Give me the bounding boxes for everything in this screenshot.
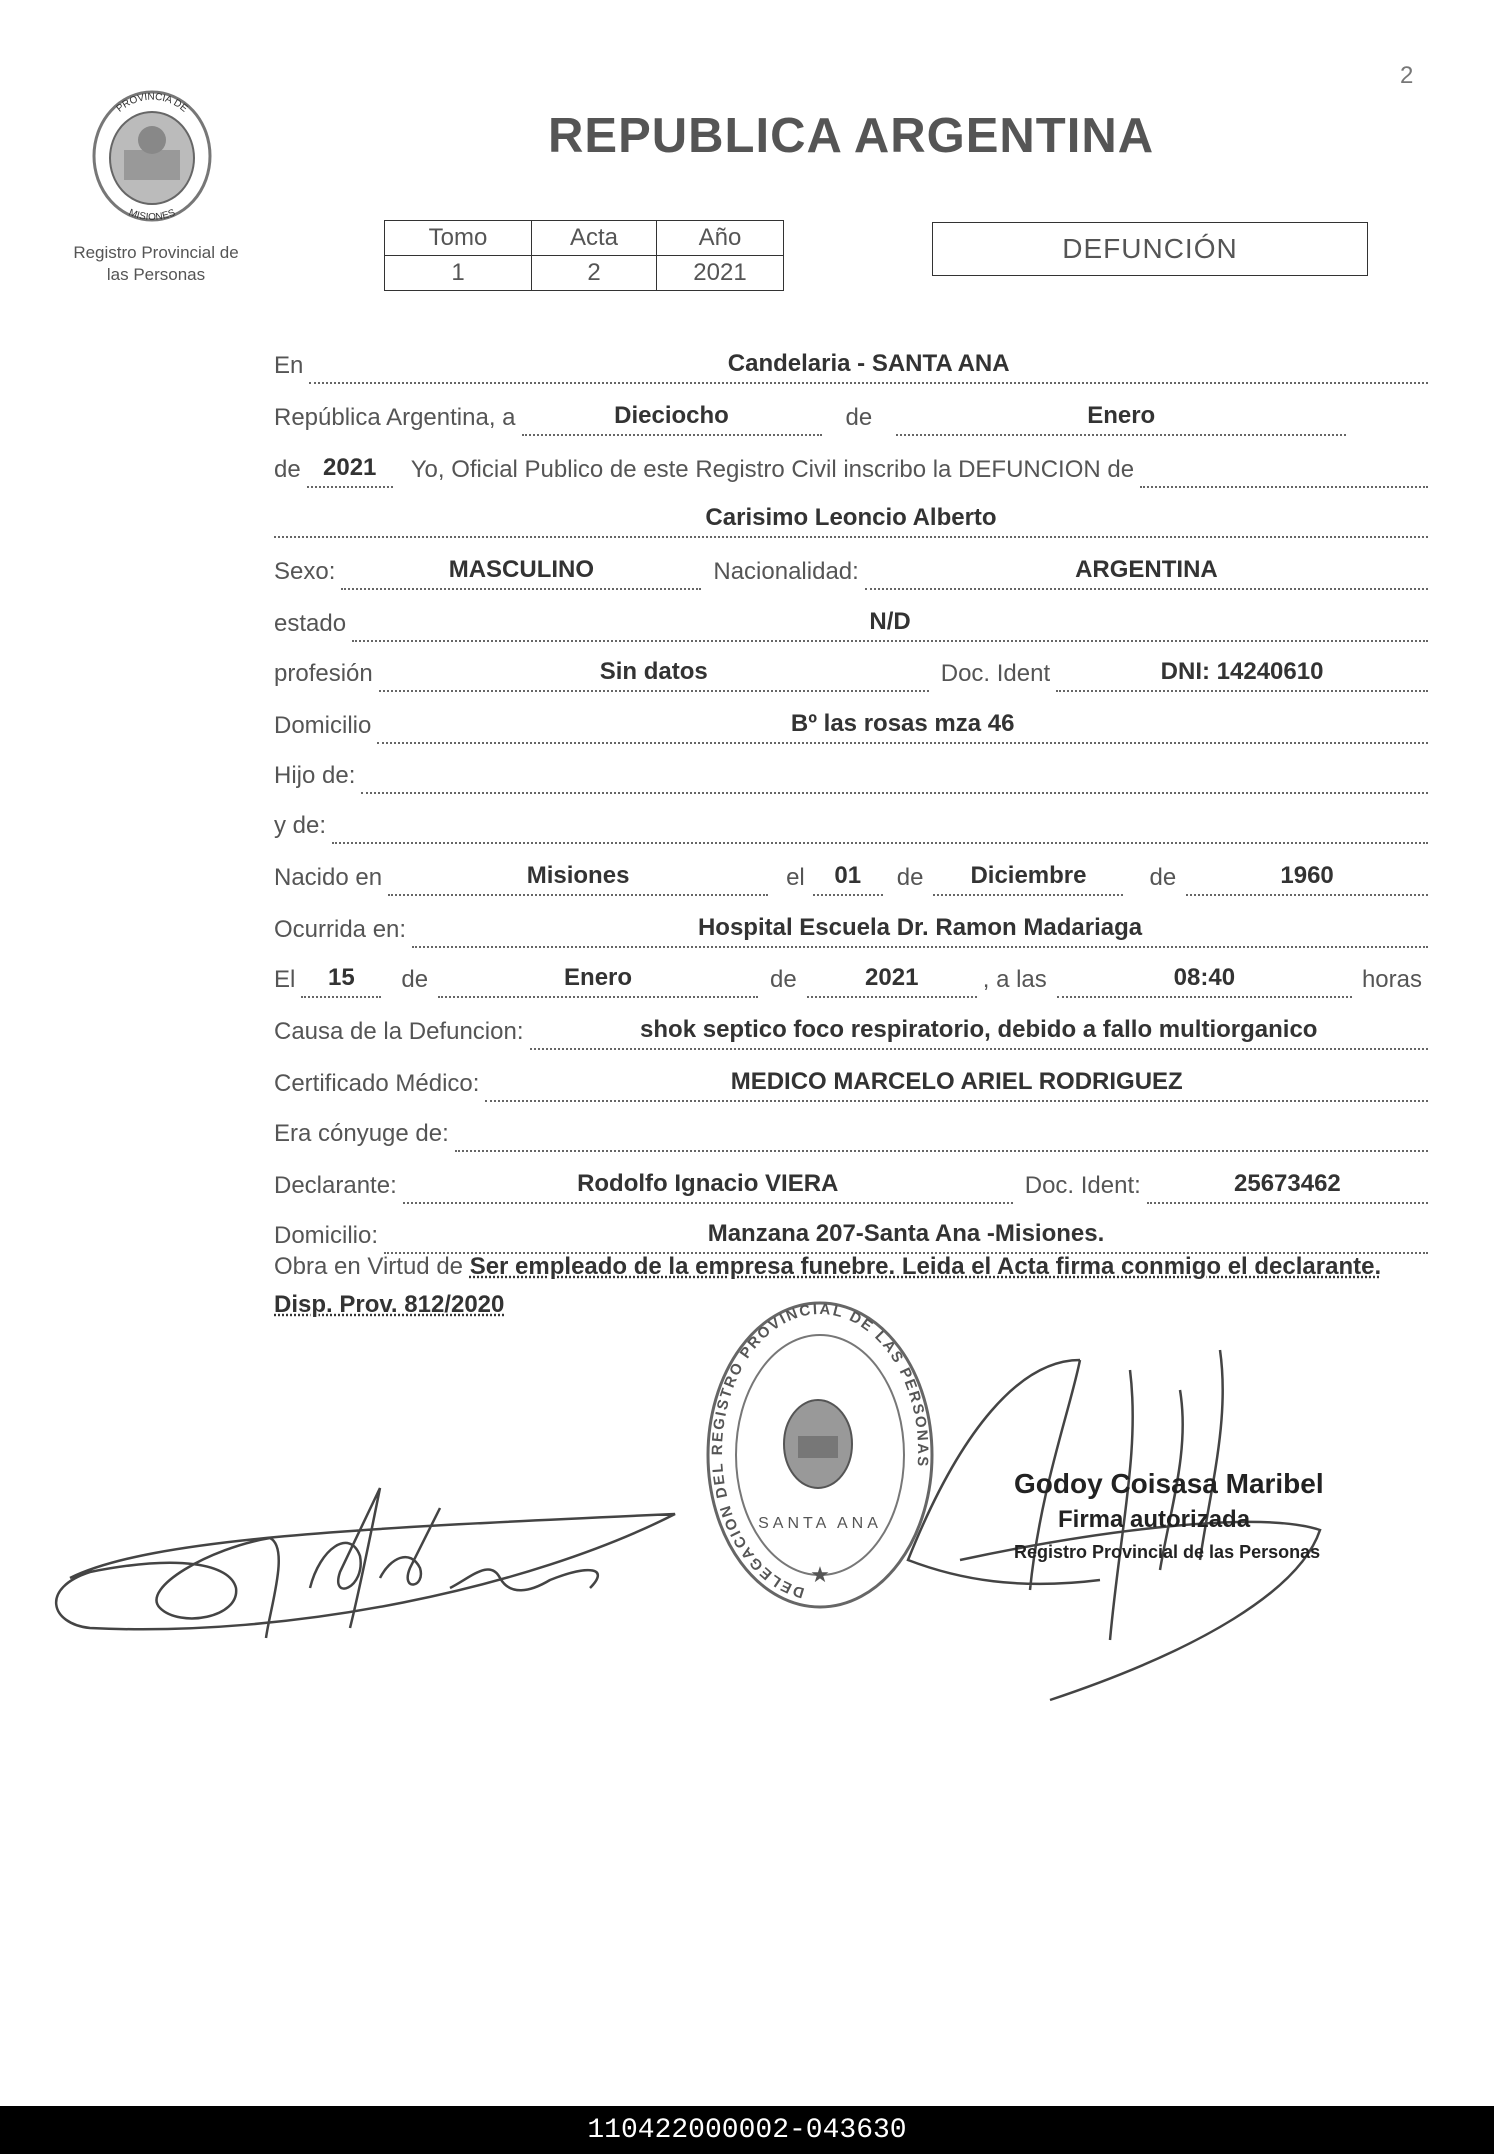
sexo-label: Sexo: [274,558,336,585]
conyuge-value [455,1118,1428,1152]
svg-text:MISIONES [127,207,177,223]
stamp-ring-text: DELEGACION DEL REGISTRO PROVINCIAL DE LAS PERSONAS [708,1300,932,1602]
de5-label: de [401,966,429,993]
day-words-value: Dieciocho [522,402,822,436]
value-acta: 2 [532,256,657,291]
header-anio: Año [657,221,784,256]
signature-block [1014,1468,1374,1563]
row-ocurrida [274,904,1428,948]
doc2-value: 25673462 [1147,1170,1428,1204]
doc-label: Doc. Ident [940,660,1051,687]
row-estado [274,598,1428,642]
horas-label: horas [1361,966,1422,993]
causa-value: shok septico foco respiratorio, debido a fallo multiorganico [530,1016,1429,1050]
domicilio2-value: Manzana 207-Santa Ana -Misiones. [384,1220,1428,1254]
row-death-date [274,954,1428,998]
stamp-inner-text: SANTA ANA [758,1515,882,1532]
profesion-value: Sin datos [379,658,929,692]
document-barcode-number: 110422000002-043630 [0,2106,1494,2154]
row-conyuge [274,1108,1428,1152]
signer-role: Firma autorizada [1058,1506,1251,1533]
yde-label: y de: [274,812,327,839]
signer-office: Registro Provincial de las Personas [1014,1542,1321,1562]
de4-label: de [1149,864,1177,891]
sexo-value: MASCULINO [341,556,701,590]
page-number: 2 [1400,62,1414,89]
table-row [385,256,784,291]
row-profesion [274,648,1428,692]
domicilio-value: Bº las rosas mza 46 [377,710,1428,744]
provincial-coat-of-arms [84,78,220,226]
location-value: Candelaria - SANTA ANA [309,350,1428,384]
ocurrida-label: Ocurrida en: [274,916,407,943]
month-value: Enero [896,402,1346,436]
alas-label: , a las [982,966,1047,993]
row-yde [274,800,1428,844]
domicilio-label: Domicilio [274,712,372,739]
declarante-label: Declarante: [274,1172,397,1199]
el-label: el [786,864,805,891]
row-declarante [274,1160,1428,1204]
table-header-row [385,221,784,256]
republica-label: República Argentina, a [274,404,516,431]
profesion-label: profesión [274,660,373,687]
estado-value: N/D [352,608,1428,642]
nacionalidad-label: Nacionalidad: [713,558,859,585]
hijo-label: Hijo de: [274,762,356,789]
row-location [274,340,1428,384]
birth-month-value: Diciembre [933,862,1123,896]
row-date [274,392,1428,436]
oficial-blank [1140,454,1428,488]
row-hijo [274,750,1428,794]
de-label: de [845,404,873,431]
row-causa [274,1006,1428,1050]
page-title: REPUBLICA ARGENTINA [548,109,1155,163]
birth-day-value: 01 [813,862,883,896]
deceased-name-value: Carisimo Leoncio Alberto [274,504,1428,538]
obra-label: Obra en Virtud de [274,1253,464,1280]
value-anio: 2021 [657,256,784,291]
star-icon: ★ [810,1562,830,1587]
el2-label: El [274,966,296,993]
row-certificado [274,1058,1428,1102]
estado-label: estado [274,610,347,637]
death-time-value: 08:40 [1057,964,1352,998]
causa-label: Causa de la Defuncion: [274,1018,524,1045]
record-reference-table [384,220,784,291]
year-value: 2021 [307,454,393,488]
cert-value: MEDICO MARCELO ARIEL RODRIGUEZ [485,1068,1428,1102]
row-sex-nationality [274,546,1428,590]
death-day-value: 15 [301,964,381,998]
declarant-signature [30,1468,700,1658]
registry-name [52,242,260,286]
obra-value: Ser empleado de la empresa funebre. Leida el Acta firma conmigo el declarante. Disp. Prov. 812/2020 [274,1253,1382,1318]
domicilio2-label: Domicilio: [274,1222,379,1249]
de3-label: de [896,864,924,891]
header-tomo: Tomo [385,221,532,256]
row-name [274,494,1428,538]
value-tomo: 1 [385,256,532,291]
yde-value [332,810,1428,844]
oficial-text: Yo, Oficial Publico de este Registro Civil inscribo la DEFUNCION de [410,456,1135,483]
de2-label: de [274,456,301,483]
birth-year-value: 1960 [1186,862,1428,896]
document-type-box: DEFUNCIÓN [932,222,1368,276]
hijo-value [361,760,1428,794]
nacido-label: Nacido en [274,864,383,891]
nacionalidad-value: ARGENTINA [865,556,1428,590]
doc-value: DNI: 14240610 [1056,658,1428,692]
ocurrida-value: Hospital Escuela Dr. Ramon Madariaga [412,914,1428,948]
doc2-label: Doc. Ident: [1024,1172,1141,1199]
signer-name: Godoy Coisasa Maribel [1014,1468,1324,1499]
registry-line-2: las Personas [106,265,206,284]
seal-top-text: PROVINCIA DE [114,91,190,115]
row-domicilio [274,700,1428,744]
seal-bottom-text: MISIONES [127,207,177,224]
declarante-value: Rodolfo Ignacio VIERA [403,1170,1013,1204]
header-acta: Acta [532,221,657,256]
registry-line-1: Registro Provincial de [73,243,239,262]
de6-label: de [770,966,797,993]
nacido-value: Misiones [388,862,768,896]
row-nacido [274,852,1428,896]
death-year-value: 2021 [807,964,977,998]
death-month-value: Enero [438,964,758,998]
cert-label: Certificado Médico: [274,1070,480,1097]
conyuge-label: Era cónyuge de: [274,1120,449,1147]
row-year [274,444,1428,488]
en-label: En [274,352,304,379]
